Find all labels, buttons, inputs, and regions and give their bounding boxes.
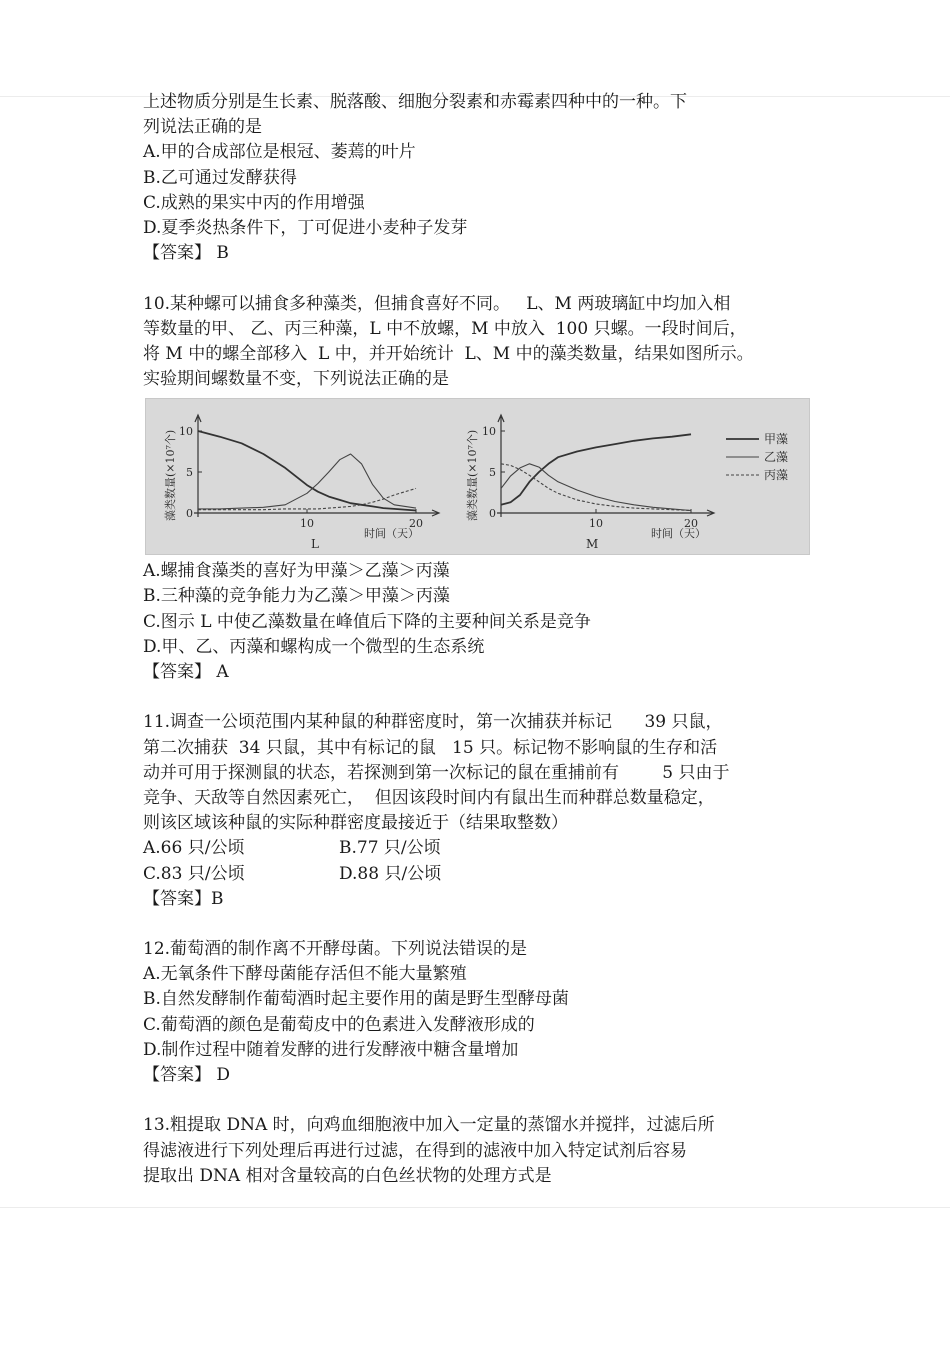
x-tick-label-l: 20 xyxy=(409,517,423,531)
legend-label-jia: 甲藻 xyxy=(764,432,789,447)
option-d: D.88 只/公顷 xyxy=(339,863,442,884)
question-text-line: 则该区域该种鼠的实际种群密度最接近于（结果取整数） xyxy=(143,813,568,834)
exam-page xyxy=(143,90,823,1189)
question-text-line: 得滤液进行下列处理后再进行过滤，在得到的滤液中加入特定试剂后容易 xyxy=(143,1140,687,1161)
x-axis-label-l: 时间（天） xyxy=(364,527,419,541)
option-b: B.乙可通过发酵获得 xyxy=(143,167,297,188)
option-b: B.三种藻的竞争能力为乙藻＞甲藻＞丙藻 xyxy=(143,586,450,607)
y-tick-label-l: 5 xyxy=(186,466,193,480)
y-tick-label-l: 10 xyxy=(179,425,193,439)
legend xyxy=(726,431,788,482)
series-line-l-3 xyxy=(198,489,416,510)
answer: 【答案】 B xyxy=(143,243,229,264)
algae-figure xyxy=(145,398,810,555)
option-d: D.甲、乙、丙藻和螺构成一个微型的生态系统 xyxy=(143,636,485,657)
legend-label-yi: 乙藻 xyxy=(764,450,789,465)
options-row xyxy=(143,836,823,861)
panel-label-l: L xyxy=(311,537,319,552)
x-tick-label-m: 10 xyxy=(589,517,603,531)
y-tick-label-m: 10 xyxy=(482,425,496,439)
question-13 xyxy=(143,1113,823,1189)
y-tick-label-m: 0 xyxy=(489,507,496,521)
option-d: D.夏季炎热条件下，丁可促进小麦种子发芽 xyxy=(143,217,468,238)
answer: 【答案】 D xyxy=(143,1065,231,1085)
question-12 xyxy=(143,937,823,1088)
question-text-line: 等数量的甲、 乙、丙三种藻，L 中不放螺，M 中放入 100 只螺。一段时间后， xyxy=(143,318,747,339)
question-text-line: 提取出 DNA 相对含量较高的白色丝状物的处理方式是 xyxy=(143,1165,552,1186)
x-axis-label-m: 时间（天） xyxy=(651,527,706,541)
option-a: A.66 只/公顷 xyxy=(143,838,245,859)
option-a: A.螺捕食藻类的喜好为甲藻＞乙藻＞丙藻 xyxy=(143,561,450,582)
option-d: D.制作过程中随着发酵的进行发酵液中糖含量增加 xyxy=(143,1039,519,1060)
y-tick-label-l: 0 xyxy=(186,507,193,521)
bottom-rule xyxy=(0,1207,950,1208)
series-line-l-2 xyxy=(198,454,416,509)
option-a: A.甲的合成部位是根冠、萎蔫的叶片 xyxy=(143,142,416,163)
question-10 xyxy=(143,292,823,686)
question-text-line: 上述物质分别是生长素、脱落酸、细胞分裂素和赤霉素四种中的一种。下 xyxy=(143,92,687,112)
x-tick-label-l: 10 xyxy=(300,517,314,531)
question-text-line: 动并可用于探测鼠的状态，若探测到第一次标记的鼠在重捕前有 5 只由于 xyxy=(143,762,730,783)
question-text-line: 10.某种螺可以捕食多种藻类，但捕食喜好不同。 L、M 两玻璃缸中均加入相 xyxy=(143,293,731,314)
question-text-line: 13.粗提取 DNA 时，向鸡血细胞液中加入一定量的蒸馏水并搅拌，过滤后所 xyxy=(143,1115,715,1136)
option-b: B.77 只/公顷 xyxy=(339,838,441,859)
question-9 xyxy=(143,90,823,266)
algae-chart xyxy=(146,399,809,554)
y-axis-label-l: 藻类数量(×10⁷个) xyxy=(164,430,177,522)
question-11 xyxy=(143,710,823,912)
series-line-m-1 xyxy=(501,435,691,506)
option-b: B.自然发酵制作葡萄酒时起主要作用的菌是野生型酵母菌 xyxy=(143,989,569,1010)
question-text-line: 12.葡萄酒的制作离不开酵母菌。下列说法错误的是 xyxy=(143,939,528,960)
y-tick-label-m: 5 xyxy=(489,466,496,480)
legend-label-bing: 丙藻 xyxy=(764,468,789,483)
question-text-line: 11.调查一公顷范围内某种鼠的种群密度时，第一次捕获并标记 39 只鼠， xyxy=(143,712,723,733)
option-c: C.葡萄酒的颜色是葡萄皮中的色素进入发酵液形成的 xyxy=(143,1014,535,1035)
x-tick-label-m: 20 xyxy=(684,517,698,531)
question-text-line: 竞争、天敌等自然因素死亡， 但因该段时间内有鼠出生而种群总数量稳定， xyxy=(143,787,715,808)
question-text-line: 实验期间螺数量不变，下列说法正确的是 xyxy=(143,369,449,390)
options-row xyxy=(143,862,823,887)
y-axis-label-m: 藻类数量(×10⁷个) xyxy=(466,430,479,522)
series-line-m-2 xyxy=(501,464,691,511)
option-c: C.成熟的果实中丙的作用增强 xyxy=(143,192,365,213)
option-c: C.83 只/公顷 xyxy=(143,863,245,884)
answer: 【答案】B xyxy=(143,888,224,909)
question-text-line: 第二次捕获 34 只鼠，其中有标记的鼠 15 只。标记物不影响鼠的生存和活 xyxy=(143,737,718,758)
option-c: C.图示 L 中使乙藻数量在峰值后下降的主要种间关系是竞争 xyxy=(143,611,591,632)
question-text-line: 将 M 中的螺全部移入 L 中，并开始统计 L、M 中的藻类数量，结果如图所示。 xyxy=(143,343,754,364)
option-a: A.无氧条件下酵母菌能存活但不能大量繁殖 xyxy=(143,964,467,985)
answer: 【答案】 A xyxy=(143,662,229,682)
question-text-line: 列说法正确的是 xyxy=(143,117,262,138)
panel-label-m: M xyxy=(586,537,599,552)
series-line-m-3 xyxy=(501,464,691,511)
